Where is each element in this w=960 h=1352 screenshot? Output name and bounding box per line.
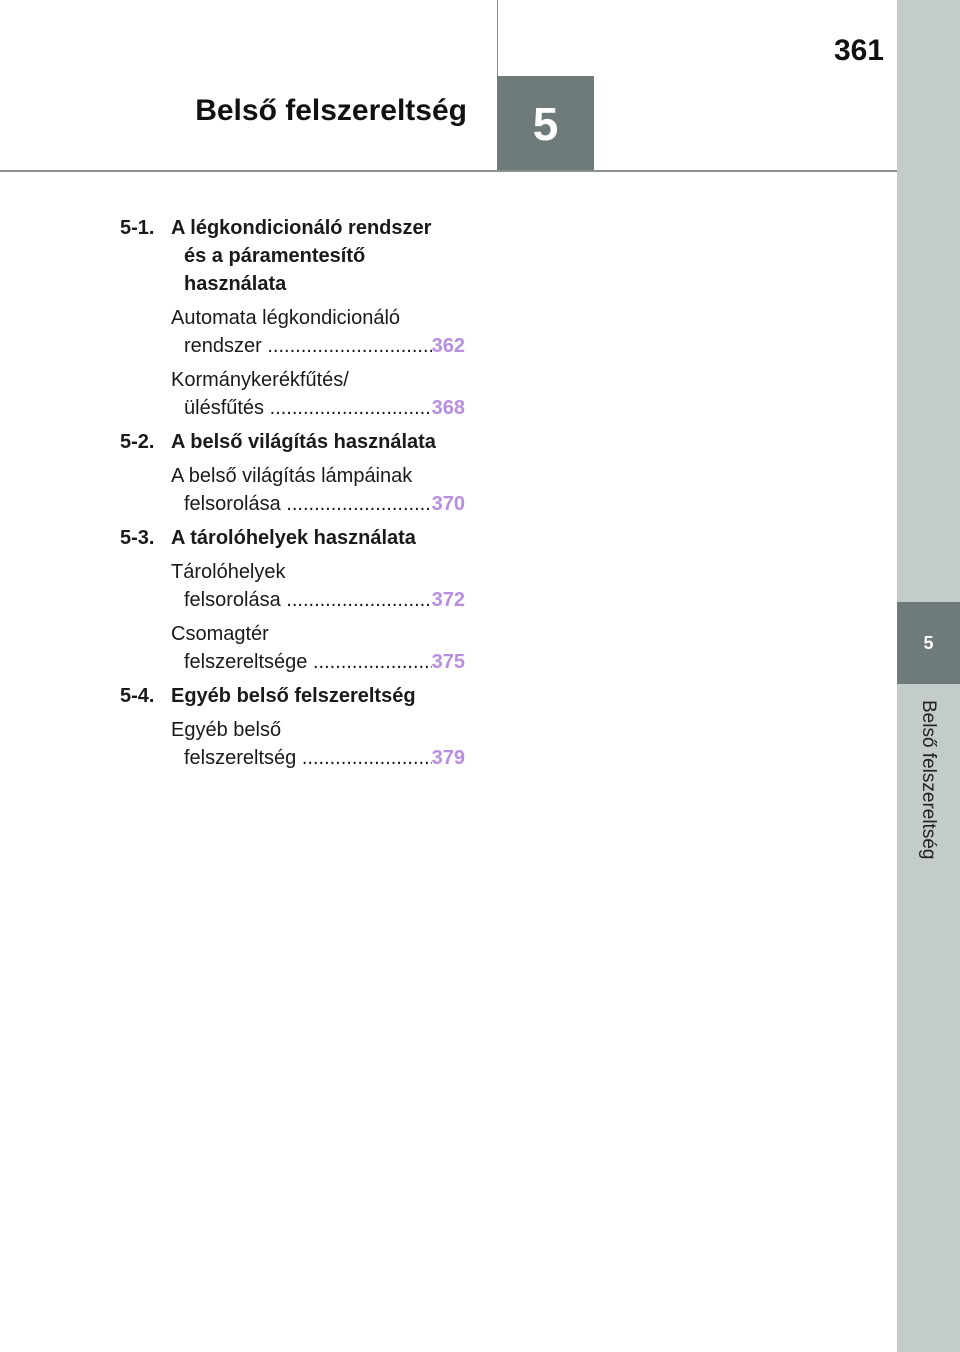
leader-dots [270, 394, 432, 422]
leader-dots [302, 744, 432, 772]
toc-section[interactable] [120, 682, 465, 710]
leader-dots [313, 648, 432, 676]
toc-entry[interactable] [171, 462, 465, 518]
page-link[interactable]: 362 [431, 335, 465, 357]
section-title [171, 682, 465, 710]
page-link[interactable]: 368 [431, 397, 465, 419]
section-title [171, 524, 465, 552]
page-link[interactable]: 370 [431, 493, 465, 515]
section-title [171, 214, 465, 298]
header-rule [0, 170, 897, 172]
section-number: 5-1. [120, 217, 155, 239]
toc-entry[interactable] [171, 716, 465, 772]
page-link[interactable]: 372 [431, 589, 465, 611]
toc-entry[interactable] [171, 304, 465, 360]
entry-title: Csomagtér [171, 623, 269, 645]
header-divider [497, 0, 498, 76]
entry-title: Automata légkondicionáló [171, 307, 401, 329]
section-title-line: A légkondicionáló rendszer [171, 217, 432, 239]
entry-title-cont: felsorolása [184, 589, 281, 611]
section-title-line: és a páramentesítő [184, 245, 366, 267]
page-number: 361 [833, 34, 884, 67]
chapter-number-box: 5 [497, 76, 594, 171]
toc-section[interactable] [120, 524, 465, 552]
entry-title: A belső világítás lámpáinak [171, 465, 413, 487]
page-link[interactable]: 375 [431, 651, 465, 673]
toc-entry[interactable] [171, 558, 465, 614]
entry-title-cont: felsorolása [184, 493, 281, 515]
entry-title: Kormánykerékfűtés/ [171, 369, 349, 391]
leader-dots [286, 490, 431, 518]
entry-title: Egyéb belső [171, 719, 282, 741]
side-tab-number[interactable]: 5 [897, 602, 960, 684]
toc-section[interactable] [120, 214, 465, 298]
section-title-line: A belső világítás használata [171, 431, 436, 453]
section-number: 5-2. [120, 431, 155, 453]
page-link[interactable]: 379 [431, 747, 465, 769]
leader-dots [267, 332, 431, 360]
toc-section[interactable] [120, 428, 465, 456]
leader-dots [286, 586, 431, 614]
entry-title-cont: ülésfűtés [184, 397, 265, 419]
section-number: 5-4. [120, 685, 155, 707]
table-of-contents [120, 214, 465, 778]
toc-entry[interactable] [171, 366, 465, 422]
section-number: 5-3. [120, 527, 155, 549]
toc-entry[interactable] [171, 620, 465, 676]
side-tab [897, 0, 960, 1352]
section-title-line: Egyéb belső felszereltség [171, 685, 416, 707]
section-title [171, 428, 465, 456]
entry-title-cont: felszereltsége [184, 651, 308, 673]
entry-title: Tárolóhelyek [171, 561, 286, 583]
side-tab-label: Belső felszereltség [918, 700, 939, 860]
section-title-line: A tárolóhelyek használata [171, 527, 416, 549]
entry-title-cont: felszereltség [184, 747, 297, 769]
chapter-title: Belső felszereltség [195, 94, 467, 127]
section-title-line: használata [184, 273, 287, 295]
entry-title-cont: rendszer [184, 335, 262, 357]
